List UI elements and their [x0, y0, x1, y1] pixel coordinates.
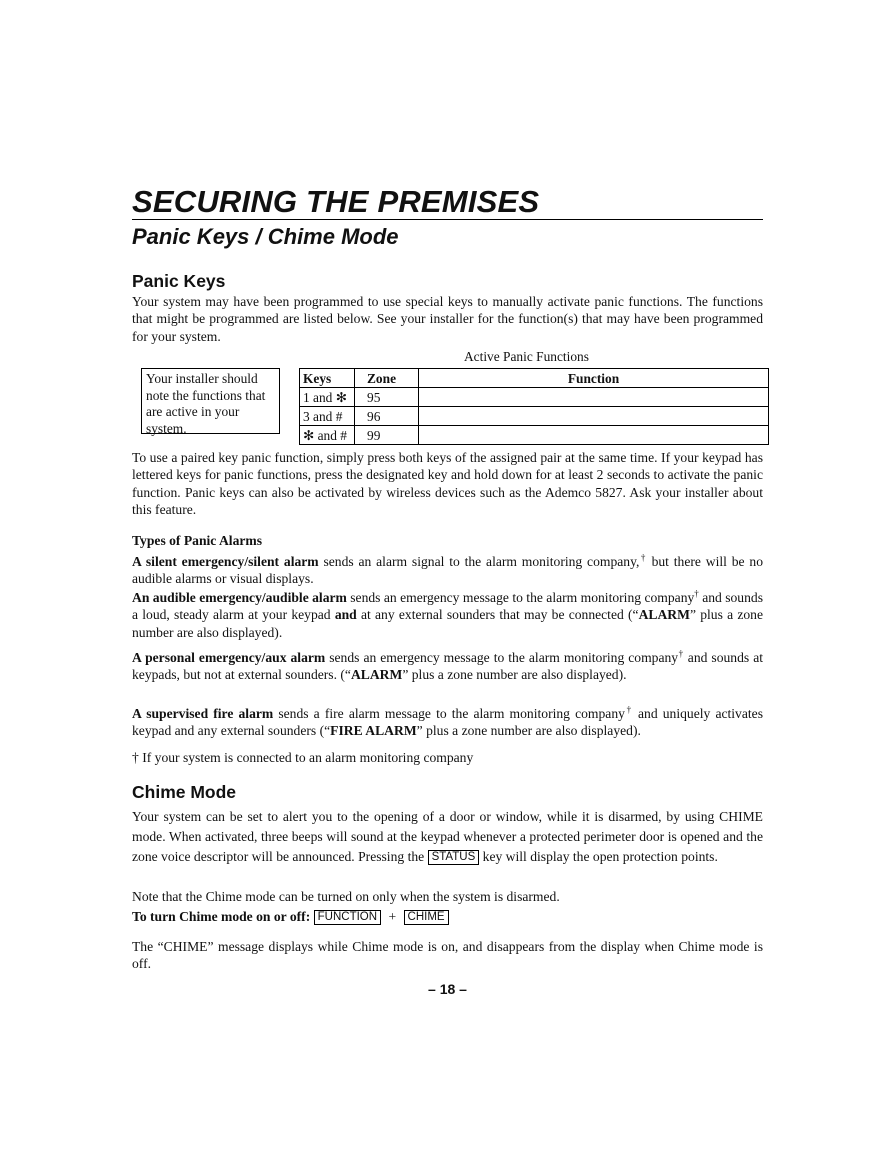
text: ” plus a zone number are also displayed).	[402, 667, 627, 683]
panic-functions-table	[299, 368, 769, 445]
table-row	[300, 388, 769, 407]
installer-note: Your installer should note the functions that are active in your system.	[141, 368, 280, 434]
and-emphasis: and	[334, 607, 357, 623]
table-header-row	[300, 369, 769, 388]
column-header-function: Function	[419, 369, 769, 388]
text: and uniquely activates keypad and any external sounders (“	[132, 706, 763, 739]
fire-alarm-text	[132, 705, 763, 740]
cell-function	[419, 388, 769, 407]
plus-sign: +	[388, 909, 397, 924]
text: key will display the open protection points.	[479, 849, 718, 864]
chime-toggle-label: To turn Chime mode on or off:	[132, 909, 311, 924]
chime-note: Note that the Chime mode can be turned on only when the system is disarmed.	[132, 889, 560, 904]
chime-description	[132, 807, 763, 867]
column-header-zone: Zone	[355, 369, 419, 388]
text: ” plus a zone number are also displayed).	[132, 607, 763, 640]
text: and sounds at keypads, but not at external sounders. (“	[132, 650, 764, 683]
audible-alarm-text	[132, 589, 763, 641]
alarm-display-word: ALARM	[638, 607, 690, 623]
title-rule	[132, 219, 763, 220]
alarm-display-word: ALARM	[350, 667, 403, 683]
cell-keys: ✻ and #	[300, 426, 355, 445]
fire-alarm-display-word: FIRE ALARM	[330, 723, 417, 739]
text: sends an alarm signal to the alarm monitoring company,	[318, 554, 640, 569]
chime-message-text: The “CHIME” message displays while Chime mode is on, and disappears from the display when Chime mode is off.	[132, 939, 763, 972]
dagger-mark: †	[694, 588, 699, 599]
text: sends a fire alarm message to the alarm monitoring company	[273, 706, 625, 721]
status-key: STATUS	[428, 850, 480, 865]
chime-key: CHIME	[404, 910, 449, 925]
chime-mode-heading: Chime Mode	[132, 782, 237, 802]
column-header-keys: Keys	[300, 369, 355, 388]
page-number: – 18 –	[428, 981, 467, 997]
text: but there will be no audible alarms or visual displays.	[132, 554, 763, 587]
panic-usage-text: To use a paired key panic function, simply press both keys of the assigned pair at the same time. If your keypad has lettered keys for panic functions, press the designated key and hold down for at least 2 seconds to activate the panic function. Panic keys can also be activated by wireless devices such as the Ademco 5827. Ask your installer about this feature.	[132, 450, 763, 517]
dagger-mark: †	[678, 648, 684, 659]
text: sends an emergency message to the alarm monitoring company	[325, 650, 679, 665]
text: Your system can be set to alert you to the opening of a door or window, while it is disarmed, by using CHIME mode. When activated, three beeps will sound at the keypad whenever a protected perimeter door is opened and the zone voice descriptor will be announced. Pressing the	[132, 809, 763, 864]
text: at any external sounders that may be connected (“	[356, 607, 639, 623]
table-row	[300, 407, 769, 426]
panic-keys-intro: Your system may have been programmed to use special keys to manually activate panic functions. The functions that might be programmed are listed below. See your installer for the function(s) that may have been programmed for your system.	[132, 294, 763, 344]
text: and sounds a loud, steady alarm at your keypad	[132, 590, 763, 623]
silent-alarm-text	[132, 553, 763, 588]
function-key: FUNCTION	[314, 910, 381, 925]
cell-zone: 99	[355, 426, 419, 445]
personal-alarm-text	[132, 649, 763, 684]
silent-alarm-lead: A silent emergency/silent alarm	[132, 554, 319, 569]
footnote: † If your system is connected to an alarm monitoring company	[132, 750, 474, 765]
dagger-mark: †	[639, 552, 647, 563]
table-row	[300, 426, 769, 445]
cell-function	[419, 426, 769, 445]
panic-keys-heading: Panic Keys	[132, 271, 226, 291]
cell-zone: 96	[355, 407, 419, 426]
text: sends an emergency message to the alarm monitoring company	[346, 590, 695, 605]
page-subtitle: Panic Keys / Chime Mode	[132, 224, 399, 249]
audible-alarm-lead: An audible emergency/audible alarm	[132, 590, 347, 605]
types-heading: Types of Panic Alarms	[132, 533, 263, 548]
text: ” plus a zone number are also displayed).	[416, 723, 641, 739]
personal-alarm-lead: A personal emergency/aux alarm	[132, 650, 326, 665]
cell-zone: 95	[355, 388, 419, 407]
fire-alarm-lead: A supervised fire alarm	[132, 706, 274, 721]
table-caption: Active Panic Functions	[464, 349, 589, 364]
page-title: SECURING THE PREMISES	[132, 184, 540, 219]
cell-function	[419, 407, 769, 426]
chime-toggle-instruction	[132, 908, 763, 925]
dagger-mark: †	[624, 704, 633, 715]
cell-keys: 3 and #	[300, 407, 355, 426]
cell-keys: 1 and ✻	[300, 388, 355, 407]
